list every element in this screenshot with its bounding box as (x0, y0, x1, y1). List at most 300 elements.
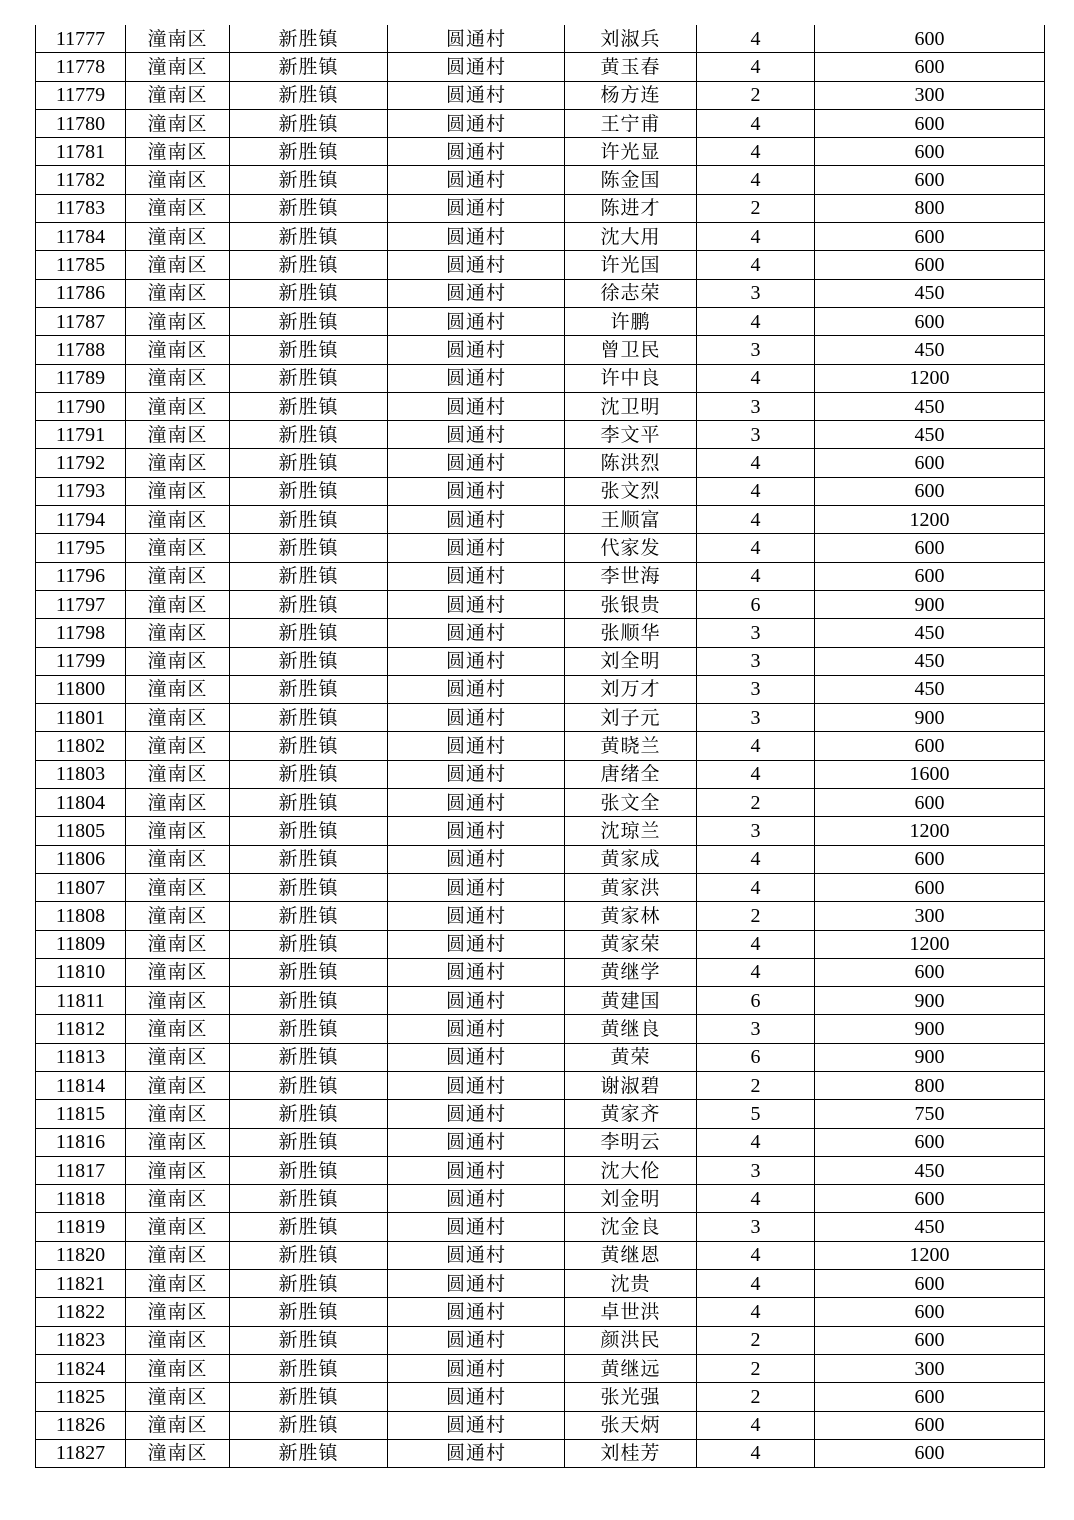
amount-cell: 1200 (815, 364, 1045, 392)
village-cell: 圆通村 (388, 364, 565, 392)
household-size-cell: 4 (697, 1298, 815, 1326)
name-cell: 李文平 (565, 421, 697, 449)
table-row (36, 760, 1045, 788)
name-cell: 黄荣 (565, 1043, 697, 1071)
district-cell: 潼南区 (126, 223, 230, 251)
amount-cell: 600 (815, 534, 1045, 562)
district-cell: 潼南区 (126, 675, 230, 703)
household-size-cell: 4 (697, 1270, 815, 1298)
village-cell: 圆通村 (388, 1100, 565, 1128)
amount-cell: 450 (815, 279, 1045, 307)
district-cell: 潼南区 (126, 760, 230, 788)
district-cell: 潼南区 (126, 1213, 230, 1241)
amount-cell: 450 (815, 1213, 1045, 1241)
household-size-cell: 2 (697, 1383, 815, 1411)
table-row (36, 647, 1045, 675)
district-cell: 潼南区 (126, 1270, 230, 1298)
village-cell: 圆通村 (388, 506, 565, 534)
town-cell: 新胜镇 (230, 619, 388, 647)
name-cell: 张文烈 (565, 477, 697, 505)
name-cell: 黄继学 (565, 958, 697, 986)
amount-cell: 900 (815, 1043, 1045, 1071)
name-cell: 黄继恩 (565, 1241, 697, 1269)
household-size-cell: 3 (697, 1156, 815, 1184)
name-cell: 许中良 (565, 364, 697, 392)
district-cell: 潼南区 (126, 1411, 230, 1439)
name-cell: 张文全 (565, 789, 697, 817)
table-row (36, 1185, 1045, 1213)
district-cell: 潼南区 (126, 1156, 230, 1184)
town-cell: 新胜镇 (230, 1298, 388, 1326)
village-cell: 圆通村 (388, 1354, 565, 1382)
town-cell: 新胜镇 (230, 675, 388, 703)
district-cell: 潼南区 (126, 704, 230, 732)
table-row (36, 1043, 1045, 1071)
household-size-cell: 4 (697, 732, 815, 760)
table-row (36, 1241, 1045, 1269)
name-cell: 杨方连 (565, 81, 697, 109)
amount-cell: 900 (815, 1015, 1045, 1043)
village-cell: 圆通村 (388, 81, 565, 109)
name-cell: 刘桂芳 (565, 1439, 697, 1467)
village-cell: 圆通村 (388, 732, 565, 760)
amount-cell: 1200 (815, 930, 1045, 958)
name-cell: 颜洪民 (565, 1326, 697, 1354)
table-row (36, 590, 1045, 618)
amount-cell: 900 (815, 987, 1045, 1015)
district-cell: 潼南区 (126, 817, 230, 845)
name-cell: 许光显 (565, 138, 697, 166)
table-row (36, 1439, 1045, 1467)
row-number-cell: 11819 (36, 1213, 126, 1241)
town-cell: 新胜镇 (230, 1270, 388, 1298)
district-cell: 潼南区 (126, 477, 230, 505)
town-cell: 新胜镇 (230, 1383, 388, 1411)
data-table (35, 25, 1045, 1468)
row-number-cell: 11802 (36, 732, 126, 760)
table-row (36, 1298, 1045, 1326)
household-size-cell: 4 (697, 166, 815, 194)
table-row (36, 279, 1045, 307)
town-cell: 新胜镇 (230, 1326, 388, 1354)
household-size-cell: 5 (697, 1100, 815, 1128)
amount-cell: 600 (815, 138, 1045, 166)
name-cell: 张银贵 (565, 590, 697, 618)
name-cell: 陈金国 (565, 166, 697, 194)
household-size-cell: 3 (697, 619, 815, 647)
district-cell: 潼南区 (126, 138, 230, 166)
table-row (36, 1213, 1045, 1241)
district-cell: 潼南区 (126, 166, 230, 194)
amount-cell: 600 (815, 1326, 1045, 1354)
district-cell: 潼南区 (126, 902, 230, 930)
amount-cell: 600 (815, 1270, 1045, 1298)
household-size-cell: 4 (697, 1185, 815, 1213)
name-cell: 刘淑兵 (565, 25, 697, 53)
household-size-cell: 3 (697, 817, 815, 845)
table-row (36, 1015, 1045, 1043)
row-number-cell: 11824 (36, 1354, 126, 1382)
row-number-cell: 11827 (36, 1439, 126, 1467)
amount-cell: 450 (815, 675, 1045, 703)
village-cell: 圆通村 (388, 336, 565, 364)
household-size-cell: 4 (697, 760, 815, 788)
household-size-cell: 3 (697, 704, 815, 732)
table-row (36, 1326, 1045, 1354)
village-cell: 圆通村 (388, 109, 565, 137)
district-cell: 潼南区 (126, 1100, 230, 1128)
amount-cell: 600 (815, 307, 1045, 335)
name-cell: 黄继远 (565, 1354, 697, 1382)
village-cell: 圆通村 (388, 562, 565, 590)
row-number-cell: 11826 (36, 1411, 126, 1439)
name-cell: 黄家林 (565, 902, 697, 930)
name-cell: 沈大伦 (565, 1156, 697, 1184)
table-row (36, 873, 1045, 901)
name-cell: 唐绪全 (565, 760, 697, 788)
row-number-cell: 11789 (36, 364, 126, 392)
household-size-cell: 4 (697, 562, 815, 590)
table-row (36, 449, 1045, 477)
district-cell: 潼南区 (126, 987, 230, 1015)
village-cell: 圆通村 (388, 1071, 565, 1099)
row-number-cell: 11812 (36, 1015, 126, 1043)
row-number-cell: 11803 (36, 760, 126, 788)
name-cell: 徐志荣 (565, 279, 697, 307)
village-cell: 圆通村 (388, 166, 565, 194)
town-cell: 新胜镇 (230, 817, 388, 845)
amount-cell: 600 (815, 1383, 1045, 1411)
town-cell: 新胜镇 (230, 1213, 388, 1241)
household-size-cell: 3 (697, 421, 815, 449)
household-size-cell: 3 (697, 279, 815, 307)
amount-cell: 600 (815, 109, 1045, 137)
row-number-cell: 11797 (36, 590, 126, 618)
district-cell: 潼南区 (126, 53, 230, 81)
row-number-cell: 11816 (36, 1128, 126, 1156)
table-row (36, 53, 1045, 81)
town-cell: 新胜镇 (230, 987, 388, 1015)
town-cell: 新胜镇 (230, 704, 388, 732)
household-size-cell: 4 (697, 25, 815, 53)
village-cell: 圆通村 (388, 421, 565, 449)
row-number-cell: 11796 (36, 562, 126, 590)
table-row (36, 562, 1045, 590)
table-row (36, 1128, 1045, 1156)
name-cell: 陈洪烈 (565, 449, 697, 477)
village-cell: 圆通村 (388, 223, 565, 251)
household-size-cell: 4 (697, 1411, 815, 1439)
row-number-cell: 11798 (36, 619, 126, 647)
village-cell: 圆通村 (388, 619, 565, 647)
district-cell: 潼南区 (126, 279, 230, 307)
town-cell: 新胜镇 (230, 81, 388, 109)
village-cell: 圆通村 (388, 194, 565, 222)
row-number-cell: 11790 (36, 392, 126, 420)
village-cell: 圆通村 (388, 1383, 565, 1411)
district-cell: 潼南区 (126, 1326, 230, 1354)
town-cell: 新胜镇 (230, 845, 388, 873)
table-row (36, 902, 1045, 930)
name-cell: 许鹏 (565, 307, 697, 335)
district-cell: 潼南区 (126, 1354, 230, 1382)
village-cell: 圆通村 (388, 1241, 565, 1269)
town-cell: 新胜镇 (230, 194, 388, 222)
town-cell: 新胜镇 (230, 392, 388, 420)
amount-cell: 1200 (815, 1241, 1045, 1269)
village-cell: 圆通村 (388, 25, 565, 53)
district-cell: 潼南区 (126, 421, 230, 449)
household-size-cell: 4 (697, 223, 815, 251)
table-row (36, 138, 1045, 166)
town-cell: 新胜镇 (230, 1128, 388, 1156)
name-cell: 黄晓兰 (565, 732, 697, 760)
table-row (36, 81, 1045, 109)
table-row (36, 194, 1045, 222)
amount-cell: 600 (815, 732, 1045, 760)
table-row (36, 1156, 1045, 1184)
amount-cell: 800 (815, 1071, 1045, 1099)
table-row (36, 364, 1045, 392)
table-row (36, 704, 1045, 732)
amount-cell: 600 (815, 958, 1045, 986)
amount-cell: 600 (815, 1185, 1045, 1213)
household-size-cell: 2 (697, 194, 815, 222)
district-cell: 潼南区 (126, 1383, 230, 1411)
village-cell: 圆通村 (388, 1270, 565, 1298)
district-cell: 潼南区 (126, 958, 230, 986)
village-cell: 圆通村 (388, 1128, 565, 1156)
name-cell: 刘子元 (565, 704, 697, 732)
name-cell: 刘全明 (565, 647, 697, 675)
table-row (36, 930, 1045, 958)
amount-cell: 900 (815, 590, 1045, 618)
name-cell: 黄家齐 (565, 1100, 697, 1128)
district-cell: 潼南区 (126, 336, 230, 364)
town-cell: 新胜镇 (230, 364, 388, 392)
amount-cell: 600 (815, 873, 1045, 901)
town-cell: 新胜镇 (230, 958, 388, 986)
name-cell: 黄建国 (565, 987, 697, 1015)
district-cell: 潼南区 (126, 1128, 230, 1156)
amount-cell: 600 (815, 25, 1045, 53)
amount-cell: 600 (815, 477, 1045, 505)
amount-cell: 600 (815, 223, 1045, 251)
village-cell: 圆通村 (388, 1213, 565, 1241)
village-cell: 圆通村 (388, 817, 565, 845)
name-cell: 许光国 (565, 251, 697, 279)
table-row (36, 619, 1045, 647)
amount-cell: 600 (815, 1298, 1045, 1326)
table-row (36, 25, 1045, 53)
amount-cell: 600 (815, 1128, 1045, 1156)
amount-cell: 600 (815, 789, 1045, 817)
name-cell: 黄玉春 (565, 53, 697, 81)
household-size-cell: 4 (697, 53, 815, 81)
table-row (36, 732, 1045, 760)
name-cell: 刘金明 (565, 1185, 697, 1213)
village-cell: 圆通村 (388, 789, 565, 817)
row-number-cell: 11807 (36, 873, 126, 901)
village-cell: 圆通村 (388, 53, 565, 81)
household-size-cell: 3 (697, 647, 815, 675)
district-cell: 潼南区 (126, 562, 230, 590)
town-cell: 新胜镇 (230, 166, 388, 194)
name-cell: 李明云 (565, 1128, 697, 1156)
row-number-cell: 11788 (36, 336, 126, 364)
table-row (36, 1270, 1045, 1298)
household-size-cell: 4 (697, 845, 815, 873)
row-number-cell: 11782 (36, 166, 126, 194)
district-cell: 潼南区 (126, 364, 230, 392)
amount-cell: 450 (815, 421, 1045, 449)
household-size-cell: 4 (697, 958, 815, 986)
town-cell: 新胜镇 (230, 251, 388, 279)
row-number-cell: 11822 (36, 1298, 126, 1326)
village-cell: 圆通村 (388, 534, 565, 562)
town-cell: 新胜镇 (230, 506, 388, 534)
table-row (36, 166, 1045, 194)
town-cell: 新胜镇 (230, 336, 388, 364)
household-size-cell: 4 (697, 138, 815, 166)
household-size-cell: 6 (697, 590, 815, 618)
district-cell: 潼南区 (126, 25, 230, 53)
table-row (36, 223, 1045, 251)
table-row (36, 336, 1045, 364)
town-cell: 新胜镇 (230, 1241, 388, 1269)
district-cell: 潼南区 (126, 1298, 230, 1326)
row-number-cell: 11785 (36, 251, 126, 279)
district-cell: 潼南区 (126, 619, 230, 647)
row-number-cell: 11821 (36, 1270, 126, 1298)
village-cell: 圆通村 (388, 590, 565, 618)
row-number-cell: 11780 (36, 109, 126, 137)
amount-cell: 600 (815, 449, 1045, 477)
row-number-cell: 11806 (36, 845, 126, 873)
town-cell: 新胜镇 (230, 109, 388, 137)
household-size-cell: 2 (697, 1354, 815, 1382)
row-number-cell: 11804 (36, 789, 126, 817)
amount-cell: 1200 (815, 506, 1045, 534)
table-row (36, 1100, 1045, 1128)
village-cell: 圆通村 (388, 307, 565, 335)
row-number-cell: 11799 (36, 647, 126, 675)
row-number-cell: 11778 (36, 53, 126, 81)
district-cell: 潼南区 (126, 1185, 230, 1213)
name-cell: 沈大用 (565, 223, 697, 251)
household-size-cell: 4 (697, 534, 815, 562)
town-cell: 新胜镇 (230, 1354, 388, 1382)
household-size-cell: 4 (697, 449, 815, 477)
name-cell: 黄家成 (565, 845, 697, 873)
district-cell: 潼南区 (126, 1043, 230, 1071)
household-size-cell: 4 (697, 364, 815, 392)
row-number-cell: 11794 (36, 506, 126, 534)
household-size-cell: 3 (697, 392, 815, 420)
amount-cell: 600 (815, 562, 1045, 590)
name-cell: 王宁甫 (565, 109, 697, 137)
table-row (36, 1071, 1045, 1099)
village-cell: 圆通村 (388, 647, 565, 675)
town-cell: 新胜镇 (230, 477, 388, 505)
row-number-cell: 11786 (36, 279, 126, 307)
village-cell: 圆通村 (388, 704, 565, 732)
amount-cell: 600 (815, 1411, 1045, 1439)
district-cell: 潼南区 (126, 590, 230, 618)
household-size-cell: 3 (697, 1015, 815, 1043)
table-row (36, 675, 1045, 703)
name-cell: 谢淑碧 (565, 1071, 697, 1099)
amount-cell: 600 (815, 845, 1045, 873)
row-number-cell: 11820 (36, 1241, 126, 1269)
town-cell: 新胜镇 (230, 873, 388, 901)
table-row (36, 817, 1045, 845)
household-size-cell: 2 (697, 789, 815, 817)
village-cell: 圆通村 (388, 1326, 565, 1354)
amount-cell: 600 (815, 166, 1045, 194)
amount-cell: 600 (815, 1439, 1045, 1467)
table-row (36, 109, 1045, 137)
district-cell: 潼南区 (126, 873, 230, 901)
town-cell: 新胜镇 (230, 1185, 388, 1213)
name-cell: 曾卫民 (565, 336, 697, 364)
row-number-cell: 11815 (36, 1100, 126, 1128)
town-cell: 新胜镇 (230, 647, 388, 675)
amount-cell: 450 (815, 647, 1045, 675)
household-size-cell: 4 (697, 251, 815, 279)
village-cell: 圆通村 (388, 251, 565, 279)
town-cell: 新胜镇 (230, 223, 388, 251)
name-cell: 卓世洪 (565, 1298, 697, 1326)
town-cell: 新胜镇 (230, 1015, 388, 1043)
amount-cell: 900 (815, 704, 1045, 732)
row-number-cell: 11793 (36, 477, 126, 505)
amount-cell: 1200 (815, 817, 1045, 845)
village-cell: 圆通村 (388, 477, 565, 505)
row-number-cell: 11818 (36, 1185, 126, 1213)
amount-cell: 1600 (815, 760, 1045, 788)
row-number-cell: 11817 (36, 1156, 126, 1184)
town-cell: 新胜镇 (230, 1439, 388, 1467)
row-number-cell: 11814 (36, 1071, 126, 1099)
town-cell: 新胜镇 (230, 760, 388, 788)
district-cell: 潼南区 (126, 109, 230, 137)
household-size-cell: 4 (697, 506, 815, 534)
village-cell: 圆通村 (388, 1411, 565, 1439)
household-size-cell: 6 (697, 1043, 815, 1071)
village-cell: 圆通村 (388, 958, 565, 986)
household-size-cell: 4 (697, 930, 815, 958)
village-cell: 圆通村 (388, 279, 565, 307)
town-cell: 新胜镇 (230, 1411, 388, 1439)
village-cell: 圆通村 (388, 987, 565, 1015)
town-cell: 新胜镇 (230, 1100, 388, 1128)
table-body (36, 25, 1045, 1468)
amount-cell: 300 (815, 81, 1045, 109)
district-cell: 潼南区 (126, 506, 230, 534)
village-cell: 圆通村 (388, 138, 565, 166)
village-cell: 圆通村 (388, 1043, 565, 1071)
row-number-cell: 11823 (36, 1326, 126, 1354)
name-cell: 沈贵 (565, 1270, 697, 1298)
name-cell: 刘万才 (565, 675, 697, 703)
district-cell: 潼南区 (126, 194, 230, 222)
table-row (36, 1354, 1045, 1382)
amount-cell: 450 (815, 336, 1045, 364)
household-size-cell: 2 (697, 902, 815, 930)
name-cell: 黄继良 (565, 1015, 697, 1043)
town-cell: 新胜镇 (230, 732, 388, 760)
